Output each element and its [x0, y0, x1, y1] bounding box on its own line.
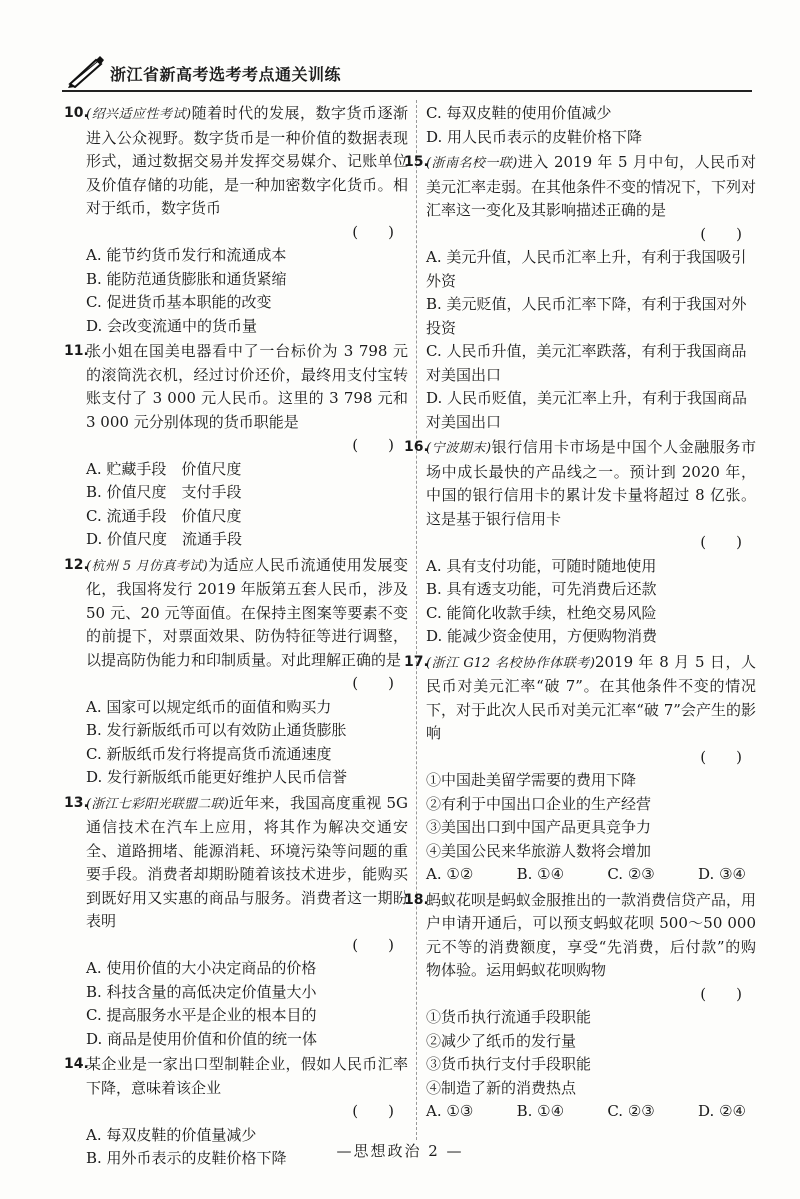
- choice-option: D. ②④: [698, 1102, 746, 1120]
- question-number: 15.: [404, 154, 429, 170]
- choice-option: D. ③④: [698, 865, 746, 883]
- answer-option: D. 能减少资金使用，方便购物消费: [426, 627, 658, 645]
- question-stem: [86, 792, 408, 934]
- question-source: (浙江 G12 名校协作体联考): [426, 655, 595, 671]
- answer-option: D. 用人民币表示的皮鞋价格下降: [426, 127, 643, 146]
- question-text: 进入 2019 年 5 月中旬，人民币对美元汇率走弱。在其他条件不变的情况下，下列对汇率这一变化及其影响描述正确的是: [426, 153, 757, 219]
- question-block: [64, 102, 408, 338]
- choice-option: B. ①④: [516, 865, 565, 883]
- question-text: 为适应人民币流通使用发展变化，我国将发行 2019 年版第五套人民币，涉及 50 元、20 元等面值。在保持主图案等要素不变的前提下，对票面效果、防伪特征等进行调整，以提高防伪能力和印制质量。对此理解正确的是: [86, 555, 408, 669]
- answer-option: A. 使用价值的大小决定商品的价格: [86, 959, 317, 977]
- answer-option: D. 会改变流通中的货币量: [86, 316, 258, 335]
- answer-option: A. 美元升值，人民币汇率上升，有利于我国吸引外资: [426, 248, 747, 290]
- choice-option: A. ①②: [426, 865, 474, 883]
- question-text: 随着时代的发展，数字货币逐渐进入公众视野。数字货币是一种价值的数据表现形式，通过数据交易并发挥交易媒介、记账单位及价值存储的功能，是一种加密数字化货币。相对于纸币，数字货币: [86, 104, 408, 217]
- answer-option: ②减少了纸币的发行量: [426, 1031, 577, 1050]
- question-block: [404, 151, 757, 434]
- answer-option: C. 每双皮鞋的使用价值减少: [426, 104, 612, 122]
- answer-option: ④制造了新的消费热点: [426, 1078, 577, 1097]
- answer-option: C. 流通手段 价值尺度: [86, 506, 242, 525]
- answer-option: ③货币执行支付手段职能: [426, 1055, 592, 1073]
- answer-bracket: ( ): [700, 747, 742, 766]
- answer-option: A. 贮藏手段 价值尺度: [86, 459, 242, 478]
- question-block: [64, 554, 408, 790]
- answer-option: ②有利于中国出口企业的生产经营: [426, 794, 652, 813]
- answer-option: D. 商品是使用价值和价值的统一体: [86, 1029, 318, 1048]
- question-text: 近年来，我国高度重视 5G 通信技术在汽车上应用，将其作为解决交通安全、道路拥堵、能源消耗、环境污染等问题的重要手段。消费者却期盼随着该技术进步，能购买到既好用又实惠的商品与服务。消费者这一期盼表明: [86, 793, 408, 930]
- question-number: 11.: [64, 343, 89, 359]
- question-stem: [426, 651, 756, 746]
- question-text: 2019 年 8 月 5 日，人民币对美元汇率“破 7”。在其他条件不变的情况下，对于此次人民币对美元汇率“破 7”会产生的影响: [426, 652, 756, 742]
- question-block: [426, 102, 756, 149]
- question-stem: [86, 102, 408, 221]
- answer-option: B. 能防范通货膨胀和通货紧缩: [86, 269, 287, 288]
- answer-bracket: ( ): [352, 1102, 394, 1120]
- question-stem: [86, 340, 408, 434]
- answer-option: D. 人民币贬值，美元汇率上升，有利于我国商品对美国出口: [426, 389, 748, 431]
- question-source: (宁波期末): [426, 441, 492, 456]
- question-block: [404, 436, 756, 649]
- page-header: [62, 50, 752, 92]
- answer-bracket: ( ): [352, 935, 394, 954]
- question-number: 17.: [404, 653, 429, 670]
- answer-option: D. 发行新版纸币能更好维护人民币信誉: [86, 768, 348, 786]
- question-stem: [426, 151, 756, 223]
- answer-option: B. 科技含量的高低决定价值量大小: [86, 982, 317, 1001]
- answer-option: C. 提高服务水平是企业的根本目的: [86, 1006, 317, 1024]
- answer-option: D. 价值尺度 流通手段: [86, 530, 243, 548]
- question-text: 张小姐在国美电器看中了一台标价为 3 798 元的滚筒洗衣机，经过讨价还价，最终用支付宝转账支付了 3 000 元人民币。这里的 3 798 元和 3 000 元分别体现的货币职能是: [86, 342, 408, 431]
- question-number: 16.: [404, 439, 429, 455]
- answer-option: ④美国公民来华旅游人数将会增加: [426, 841, 652, 860]
- answer-option: B. 美元贬值，人民币汇率下降，有利于我国对外投资: [426, 295, 747, 337]
- answer-option: B. 具有透支功能，可先消费后还款: [426, 580, 657, 598]
- choice-row: [426, 863, 756, 887]
- answer-option: B. 发行新版纸币可以有效防止通货膨胀: [86, 721, 347, 739]
- right-column: [404, 102, 757, 1126]
- question-number: 10.: [64, 105, 89, 121]
- question-text: 某企业是一家出口型制鞋企业，假如人民币汇率下降，意味着该企业: [86, 1055, 408, 1097]
- answer-bracket: ( ): [352, 436, 394, 454]
- question-block: [404, 889, 757, 1124]
- answer-option: A. 能节约货币发行和流通成本: [86, 246, 287, 264]
- header-title: 浙江省新高考选考考点通关训练: [110, 65, 342, 84]
- choice-row: [426, 1100, 756, 1124]
- question-text: 蚂蚁花呗是蚂蚁金服推出的一款消费信贷产品，用户申请开通后，可以预支蚂蚁花呗 500～50 000 元不等的消费额度，享受“先消费，后付款”的购物体验。运用蚂蚁花呗购物: [426, 890, 757, 979]
- answer-option: ③美国出口到中国产品更具竞争力: [426, 818, 652, 836]
- page-footer: —思想政治 2 —: [336, 1142, 464, 1160]
- question-number: 12.: [64, 556, 89, 573]
- question-stem: [426, 889, 756, 983]
- question-stem: [426, 436, 756, 531]
- answer-option: ①中国赴美留学需要的费用下降: [426, 771, 637, 789]
- answer-option: C. 促进货币基本职能的改变: [86, 293, 272, 311]
- choice-option: C. ②③: [607, 865, 655, 883]
- answer-option: ①货币执行流通手段职能: [426, 1008, 592, 1026]
- choice-option: B. ①④: [516, 1102, 565, 1120]
- column-divider: [416, 100, 417, 1140]
- left-column: [64, 102, 408, 1173]
- answer-option: B. 价值尺度 支付手段: [86, 483, 242, 501]
- question-source: (绍兴适应性考试): [86, 107, 192, 122]
- answer-option: C. 新版纸币发行将提高货币流通速度: [86, 744, 332, 763]
- choice-option: A. ①③: [426, 1102, 474, 1120]
- question-source: (浙南名校一联): [426, 156, 518, 171]
- question-stem: [86, 554, 408, 673]
- question-number: 14.: [64, 1056, 89, 1072]
- question-block: [64, 340, 408, 552]
- question-stem: [86, 1053, 408, 1100]
- answer-option: B. 用外币表示的皮鞋价格下降: [86, 1149, 287, 1167]
- question-number: 13.: [64, 794, 89, 811]
- question-source: (杭州 5 月仿真考试): [86, 558, 208, 574]
- question-source: (浙江七彩阳光联盟二联): [86, 796, 229, 812]
- pen-icon: [66, 54, 106, 88]
- question-text: 银行信用卡市场是中国个人金融服务市场中成长最快的产品线之一。预计到 2020 年，中国的银行信用卡的累计发卡量将超过 8 亿张。这是基于银行信用卡: [426, 438, 756, 528]
- answer-bracket: ( ): [352, 222, 394, 241]
- answer-option: A. 每双皮鞋的价值量减少: [86, 1125, 257, 1144]
- answer-bracket: ( ): [700, 984, 742, 1003]
- question-number: 18.: [404, 891, 429, 908]
- answer-option: A. 国家可以规定纸币的面值和购买力: [86, 697, 332, 716]
- answer-bracket: ( ): [700, 224, 742, 243]
- answer-option: C. 人民币升值，美元汇率跌落，有利于我国商品对美国出口: [426, 342, 747, 384]
- answer-bracket: ( ): [352, 674, 394, 692]
- answer-option: A. 具有支付功能，可随时随地使用: [426, 556, 657, 575]
- answer-bracket: ( ): [700, 533, 742, 551]
- choice-option: C. ②③: [607, 1102, 655, 1120]
- answer-option: C. 能简化收款手续，杜绝交易风险: [426, 603, 657, 622]
- question-block: [404, 651, 756, 887]
- question-block: [64, 792, 408, 1052]
